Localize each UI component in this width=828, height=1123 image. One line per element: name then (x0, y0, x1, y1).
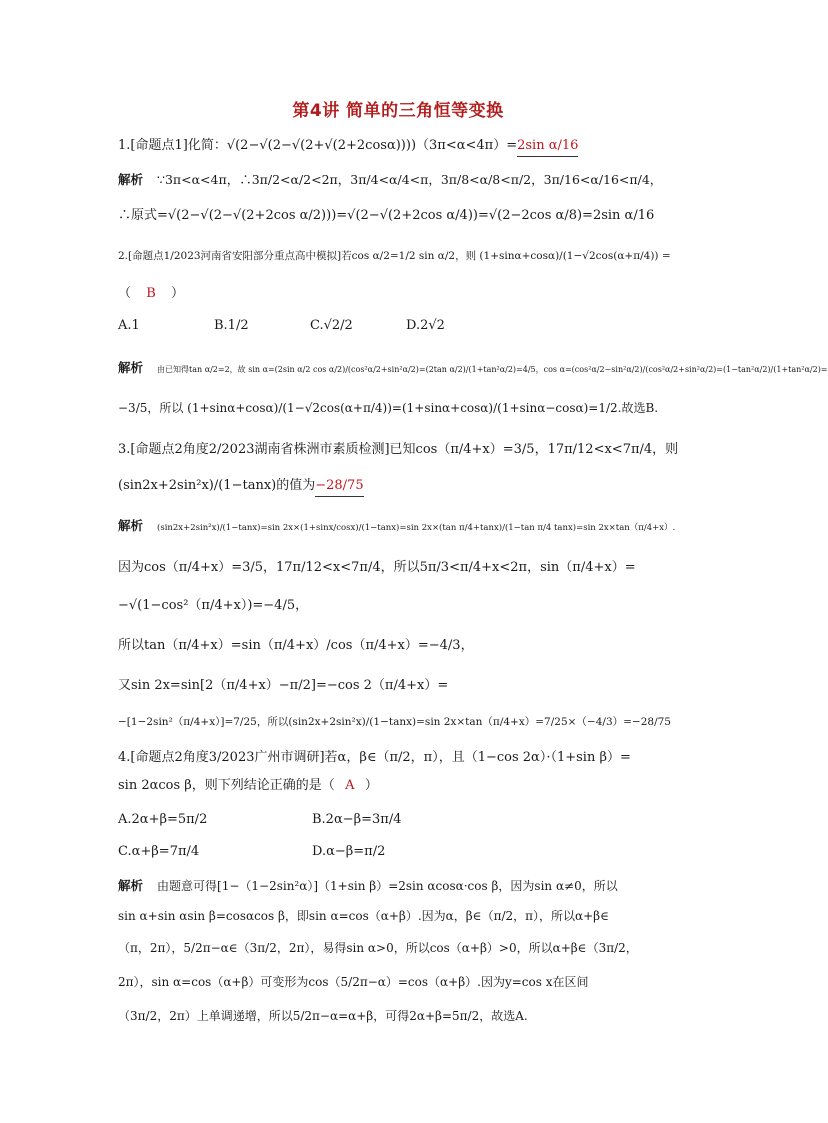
q3-solution-line-2: 因为cos（π/4+x）=3/5，17π/12<x<7π/4，所以5π/3<π/4+x<2π，sin（π/4+x）= (118, 560, 636, 575)
q4-options-row-2 (118, 842, 678, 862)
q3-answer: −28/75 (315, 476, 363, 497)
q4-solution-line-3: （π，2π），5/2π−α∈（3π/2，2π），易得sin α>0，所以cos（α+β）>0，所以α+β∈（3π/2， (118, 941, 638, 955)
q2-solution-line-2: −3/5，所以 (1+sinα+cosα)/(1−√2cos(α+π/4))=(1+sinα+cosα)/(1+sinα−cosα)=1/2.故选B. (118, 401, 659, 415)
page-title: 第4讲 简单的三角恒等变换 (292, 101, 504, 121)
q3-solution-line-6: −[1−2sin²（π/4+x）]=7/25，所以(sin2x+2sin²x)/(1−tanx)=sin 2x×tan（π/4+x）=7/25×（−4/3）=−28/75 (118, 716, 671, 728)
q3-stem-1: 3.[命题点2角度2/2023湖南省株洲市素质检测]已知cos（π/4+x）=3/5，17π/12<x<7π/4，则 (118, 442, 679, 457)
q3-solution-line-1: 解析 (sin2x+2sin²x)/(1−tanx)=sin 2x×(1+sinx/cosx)/(1−tanx)=sin 2x×(tan π/4+tanx)/(1−tan π/4 tanx)=sin 2x×tan（π/4+x）. (118, 518, 676, 533)
q2-stem: 2.[命题点1/2023河南省安阳部分重点高中模拟]若cos α/2=1/2 sin α/2，则 (1+sinα+cosα)/(1−√2cos(α+π/4)) = (118, 250, 671, 262)
q2-option-b: B.1/2 (214, 318, 249, 333)
q4-stem-2-line: sin 2αcos β，则下列结论正确的是（ A ） (118, 776, 378, 796)
q4-solution-line-5: （3π/2，2π）上单调递增，所以5/2π−α=α+β，可得2α+β=5π/2，故选A. (118, 1009, 528, 1023)
q2-solution-label: 解析 (118, 360, 144, 375)
q2-options (118, 316, 678, 336)
q1-answer: 2sin α/16 (517, 136, 578, 157)
q4-stem-1: 4.[命题点2角度3/2023广州市调研]若α，β∈（π/2，π），且（1−cos 2α）·（1+sin β）= (118, 750, 631, 765)
q3-stem-2-line (118, 476, 364, 497)
q3-stem-2: (sin2x+2sin²x)/(1−tanx)的值为 (118, 478, 316, 493)
q1-stem: 1.[命题点1]化简：√(2−√(2−√(2+√(2+2cosα))))（3π<α<4π）= (118, 138, 518, 153)
q4-option-d: D.α−β=π/2 (312, 844, 386, 859)
q2-answer: B (146, 286, 156, 301)
q2-option-a: A.1 (118, 318, 140, 333)
q4-solution-line-1: 解析 由题意可得[1−（1−2sin²α）]（1+sin β）=2sin αcosα·cos β，因为sin α≠0，所以 (118, 878, 618, 893)
q4-option-a: A.2α+β=5π/2 (118, 812, 208, 827)
q1-solution-line-2: ∴原式=√(2−√(2−√(2+2cos α/2)))=√(2−√(2+2cos α/4))=√(2−2cos α/8)=2sin α/16 (118, 208, 655, 223)
q1-solution-line-1: 解析 ∵3π<α<4π，∴3π/2<α/2<2π，3π/4<α/4<π，3π/8<α/8<π/2，3π/16<α/16<π/4， (118, 172, 663, 187)
q3-solution-line-3: −√(1−cos²（π/4+x）)=−4/5， (118, 598, 309, 613)
q4-solution-line-4: 2π），sin α=cos（α+β）可变形为cos（5/2π−α）=cos（α+β）.因为y=cos x在区间 (118, 975, 589, 989)
q3-solution-line-4: 所以tan（π/4+x）=sin（π/4+x）/cos（π/4+x）=−4/3， (118, 638, 474, 653)
q4-options-row-1 (118, 810, 678, 830)
q4-option-c: C.α+β=7π/4 (118, 844, 200, 859)
q4-solution-label: 解析 (118, 878, 144, 893)
q2-answer-line: （ B ） (118, 284, 184, 304)
q2-solution-line-1: 解析 由已知得tan α/2=2，故 sin α=(2sin α/2 cos α/2)/(cos²α/2+sin²α/2)=(2tan α/2)/(1+tan²α/2)=4/5，cos α=(cos²α/2−sin²α/2)/(cos²α/2+sin²α/2)=(1−tan²α/2)/(1+tan²α/2)= (118, 360, 828, 375)
q3-solution-label: 解析 (118, 518, 144, 533)
q1-stem-line (118, 136, 578, 157)
q4-solution-line-2: sin α+sin αsin β=cosαcos β，即sin α=cos（α+β）.因为α，β∈（π/2，π），所以α+β∈ (118, 909, 609, 923)
q2-option-c: C.√2/2 (310, 318, 353, 333)
q1-solution-label: 解析 (118, 172, 144, 187)
q2-option-d: D.2√2 (406, 318, 445, 333)
q3-solution-line-5: 又sin 2x=sin[2（π/4+x）−π/2]=−cos 2（π/4+x）= (118, 678, 449, 693)
q4-option-b: B.2α−β=3π/4 (312, 812, 402, 827)
q4-answer: A (345, 778, 355, 793)
q4-stem-2: sin 2αcos β，则下列结论正确的是（ (118, 778, 335, 793)
